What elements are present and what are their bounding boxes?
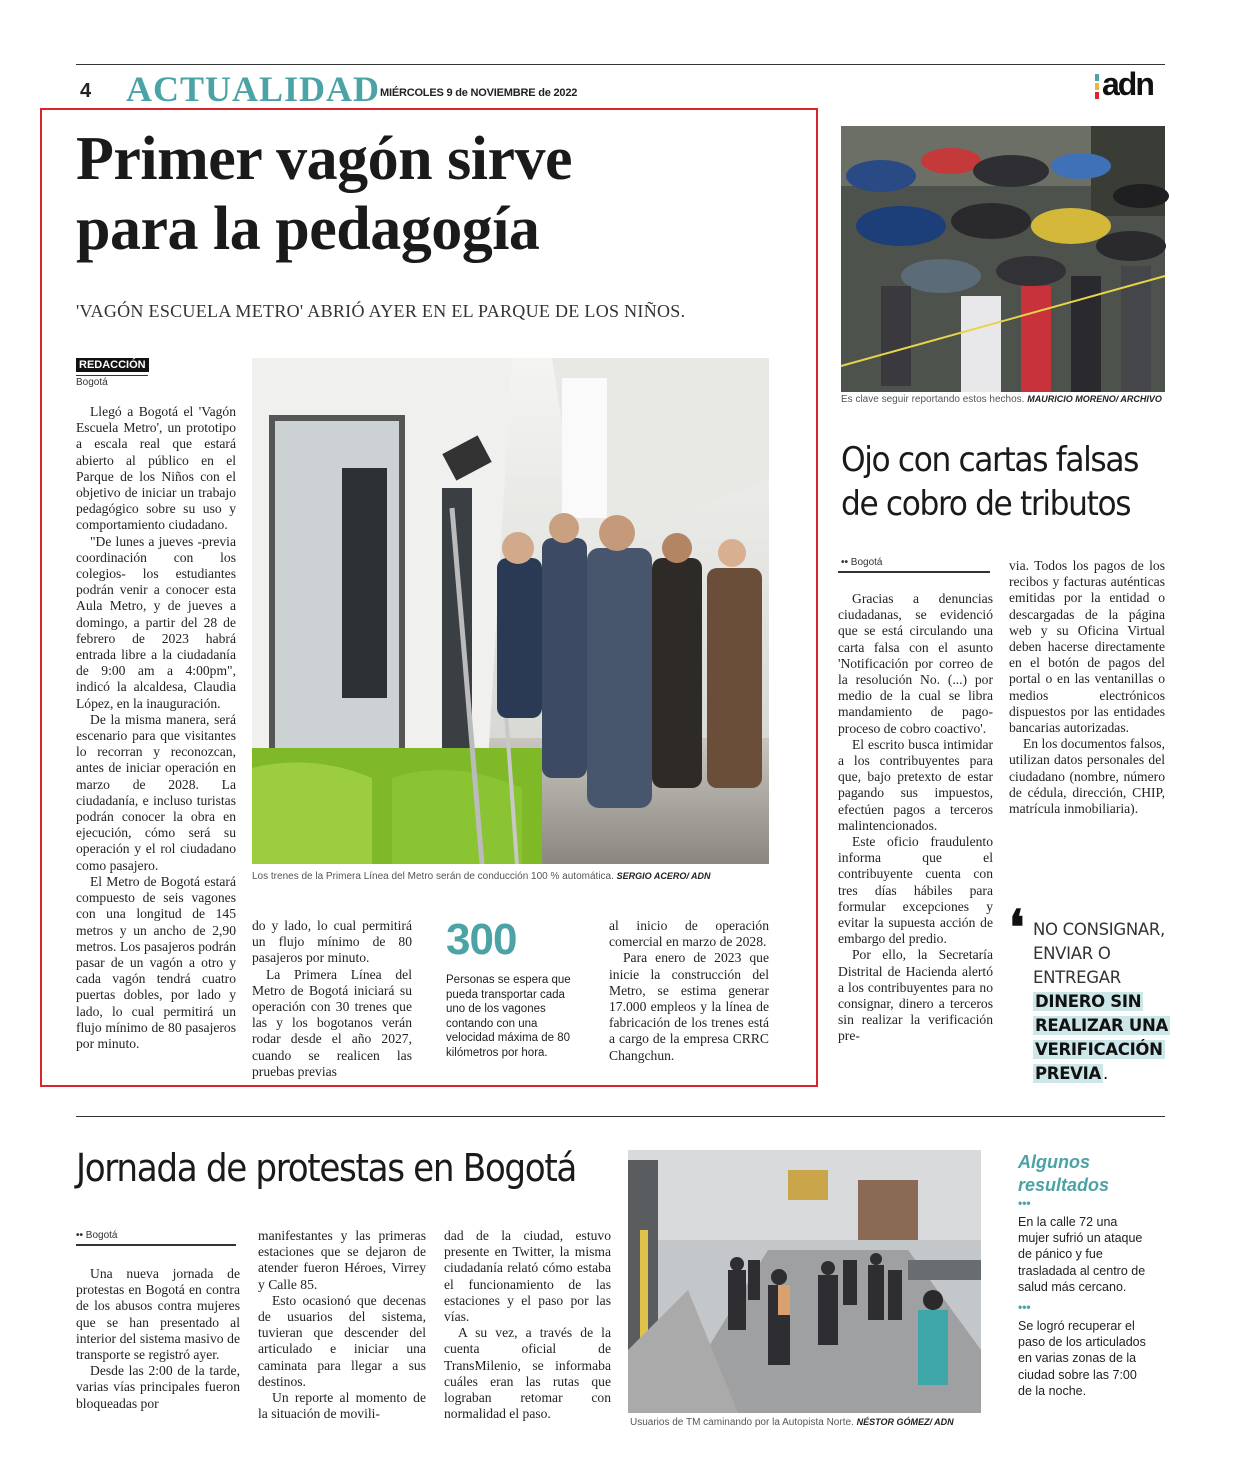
paragraph: do y lado, lo cual permitirá un flujo mínimo de 80 pasajeros por minuto.	[252, 918, 412, 966]
metro-car-photo	[252, 358, 769, 864]
photo-credit: NÉSTOR GÓMEZ/ ADN	[856, 1417, 954, 1427]
sidebar-item-2: Se logró recuperar el paso de los articulados en varias zonas de la ciudad sobre las 7:00 de la noche.	[1018, 1319, 1146, 1398]
issue-date: MIÉRCOLES 9 de NOVIEMBRE de 2022	[380, 87, 578, 99]
main-column-1	[76, 404, 236, 1051]
section-title: ACTUALIDAD	[126, 69, 381, 109]
top-rule	[76, 64, 1165, 65]
paragraph: Gracias a denuncias ciudadanas, se evidenció que se está circulando una carta falsa con el asunto 'Notificación por correo de la resolución No. (...) por medio de la cual se libra mandamiento de pago-proceso de cobro coactivo'.	[838, 591, 993, 736]
metro-car-illustration	[252, 358, 769, 864]
page-number: 4	[80, 80, 92, 102]
bottom-column-1	[76, 1266, 240, 1412]
sidebar-title-line: Algunos	[1018, 1152, 1090, 1172]
sidebar-title-line: resultados	[1018, 1175, 1110, 1195]
location-text: Bogotá	[85, 1230, 118, 1241]
dots-icon: •••	[1018, 1196, 1031, 1210]
bottom-column-2	[258, 1228, 426, 1422]
byline-rule	[76, 375, 148, 376]
stat-number: 300	[446, 915, 517, 964]
quote-highlight-line: VERIFICACIÓN	[1035, 1040, 1163, 1059]
paragraph: Desde las 2:00 de la tarde, varias vías principales fueron bloqueadas por	[76, 1363, 240, 1411]
sidebar-item-1: En la calle 72 una mujer sufrió un ataque de pánico y fue trasladada al centro de salud más cercano.	[1018, 1215, 1146, 1294]
paragraph: manifestantes y las primeras estaciones que se dejaron de atender fueron Héroes, Virrey y Calle 85.	[258, 1228, 426, 1292]
bottom-location	[76, 1230, 118, 1241]
headline-line: de cobro de tributos	[841, 484, 1131, 524]
caption-text: Los trenes de la Primera Línea del Metro serán de conducción 100 % automática.	[252, 871, 614, 882]
paragraph: al inicio de operación comercial en marzo de 2028.	[609, 918, 769, 950]
umbrella-protest-photo	[841, 126, 1165, 392]
section-divider	[76, 1116, 1165, 1117]
main-subtitle: 'VAGÓN ESCUELA METRO' ABRIÓ AYER EN EL PARQUE DE LOS NIÑOS.	[76, 301, 686, 321]
main-location: Bogotá	[76, 377, 108, 388]
bottom-column-3	[444, 1228, 611, 1422]
side-column-2	[1009, 558, 1165, 817]
dots-icon: ••	[76, 1230, 84, 1241]
paragraph: Una nueva jornada de protestas en Bogotá en contra de los abusos contra mujeres que se han presentado al interior del sistema masivo de transporte se registró ayer.	[76, 1266, 240, 1363]
stat-description: Personas se espera que pueda transportar cada uno de los vagones contando con una velocidad máxima de 80 kilómetros por hora.	[446, 974, 571, 1059]
paragraph: Por ello, la Secretaría Distrital de Hacienda alertó a los contribuyentes para no consignar, dinero a terceros sin realizar la verificación pre-	[838, 947, 993, 1044]
paragraph: El escrito busca intimidar a los contribuyentes para que, bajo pretexto de estar pagando sus impuestos, efectúen pagos a terceros malintencionados.	[838, 736, 993, 833]
caption-text: Es clave seguir reportando estos hechos.	[841, 394, 1025, 405]
logo-text: adn	[1102, 66, 1153, 102]
sidebar-title	[1018, 1151, 1109, 1197]
main-headline	[76, 124, 572, 264]
adn-logo[interactable]	[1095, 66, 1167, 102]
side-photo-caption	[841, 394, 1162, 405]
paragraph: De la misma manera, será escenario para que visitantes lo recorran y reconozcan, antes de iniciar operación en marzo de 2028. La ciudadanía, e incluso turistas podrán conocer la obra en ejecución, cómo será su operación y el rol ciudadano como pasajero.	[76, 711, 236, 873]
quote-mark-icon: ❛	[1009, 902, 1025, 955]
paragraph: Este oficio fraudulento informa que el contribuyente cuenta con tres días hábiles para formular excepciones y evitar la supuesta acción de embargo del predio.	[838, 834, 993, 947]
headline-line: para la pedagogía	[76, 195, 540, 263]
quote-end: .	[1102, 1064, 1108, 1083]
bottom-headline: Jornada de protestas en Bogotá	[76, 1146, 577, 1190]
quote-line: NO CONSIGNAR,	[1033, 920, 1165, 939]
paragraph: El Metro de Bogotá estará compuesto de seis vagones con una longitud de 145 metros y un ancho de 2,90 metros. Los pasajeros podrán pasar de un vagón a otro y cada vagón tendrá cuatro puertas dobles, por lado y lado, lo cual permitirá un flujo mínimo de 80 pasajeros por minuto.	[76, 873, 236, 1051]
dots-icon: ••	[841, 557, 849, 568]
side-location	[841, 557, 883, 568]
paragraph: "De lunes a jueves -previa coordinación con los colegios- los estudiantes podrán venir a conocer esta Aula Metro, y de jueves a domingo, a partir del 28 de febrero de 2023 habrá entrada libre a la ciudadanía de 9:00 am a 4:00pm", indicó la alcaldesa, Claudia López, en la inauguración.	[76, 533, 236, 711]
main-column-2	[252, 918, 412, 1080]
dots-icon: •••	[1018, 1300, 1031, 1314]
byline-badge: REDACCIÓN	[76, 358, 149, 372]
autopista-walkers-photo	[628, 1150, 981, 1413]
paragraph: La Primera Línea del Metro de Bogotá iniciará su operación con 30 trenes que las y los bogotanos verán rodar desde el año 2027, cuando se realicen las pruebas previas	[252, 966, 412, 1079]
photo-credit: MAURICIO MORENO/ ARCHIVO	[1027, 394, 1162, 404]
paragraph: Llegó a Bogotá el 'Vagón Escuela Metro', un prototipo a escala real que estará abierto al público en el Parque de los Niños con el objetivo de iniciar un trabajo pedagógico sobre su uso y comportamiento ciudadano.	[76, 404, 236, 533]
headline-line: Ojo con cartas falsas	[841, 440, 1139, 480]
quote-highlight-line: REALIZAR UNA	[1035, 1016, 1168, 1035]
side-location-rule	[838, 571, 990, 573]
main-column-4	[609, 918, 769, 1064]
side-headline	[841, 438, 1138, 526]
bottom-location-rule	[76, 1244, 236, 1246]
headline-line: Primer vagón sirve	[76, 125, 573, 193]
location-text: Bogotá	[850, 557, 883, 568]
paragraph: Para enero de 2023 que inicie la construcción del Metro, se estima generar 17.000 empleos y la línea de fabricación de los trenes está a cargo de la empresa CRRC Changchun.	[609, 950, 769, 1063]
paragraph: Esto ocasionó que decenas de usuarios del sistema, tuvieran que descender del articulado e iniciar una caminata para llegar a sus destinos.	[258, 1292, 426, 1389]
paragraph: A su vez, a través de la cuenta oficial de TransMilenio, se informaba cuáles eran las rutas que lograban retomar con normalidad el paso.	[444, 1325, 611, 1422]
paragraph: Un reporte al momento de la situación de movili-	[258, 1390, 426, 1422]
quote-highlight-line: DINERO SIN	[1035, 992, 1142, 1011]
caption-text: Usuarios de TM caminando por la Autopista Norte.	[630, 1417, 854, 1428]
quote-line: ENVIAR O	[1033, 944, 1111, 963]
side-column-1	[838, 591, 993, 1045]
pull-quote	[1033, 918, 1170, 1086]
quote-line: ENTREGAR	[1033, 968, 1121, 987]
logo-stripe-icon	[1095, 92, 1099, 99]
street-walkers-illustration	[628, 1150, 981, 1413]
bottom-photo-caption	[630, 1417, 954, 1428]
umbrella-crowd-illustration	[841, 126, 1165, 392]
logo-stripe-icon	[1095, 74, 1099, 81]
main-photo-caption	[252, 871, 711, 882]
photo-credit: SERGIO ACERO/ ADN	[616, 871, 711, 881]
quote-highlight	[1033, 990, 1170, 1086]
paragraph: via. Todos los pagos de los recibos y facturas auténticas emitidas por la entidad o descargadas de la página web y su Oficina Virtual deben hacerse directamente en el botón de pagos del portal o en las ventanillas o medios electrónicos dispuestos por las entidades bancarias autorizadas.	[1009, 558, 1165, 736]
paragraph: En los documentos falsos, utilizan datos personales del ciudadano (nombre, número de cédula, dirección, CHIP, matrícula inmobiliaria).	[1009, 736, 1165, 817]
paragraph: dad de la ciudad, estuvo presente en Twitter, la misma ciudadanía relató cómo estaba el funcionamiento de las estaciones y el paso por las vías.	[444, 1228, 611, 1325]
quote-highlight-line: PREVIA	[1035, 1064, 1101, 1083]
logo-stripe-icon	[1095, 83, 1099, 90]
